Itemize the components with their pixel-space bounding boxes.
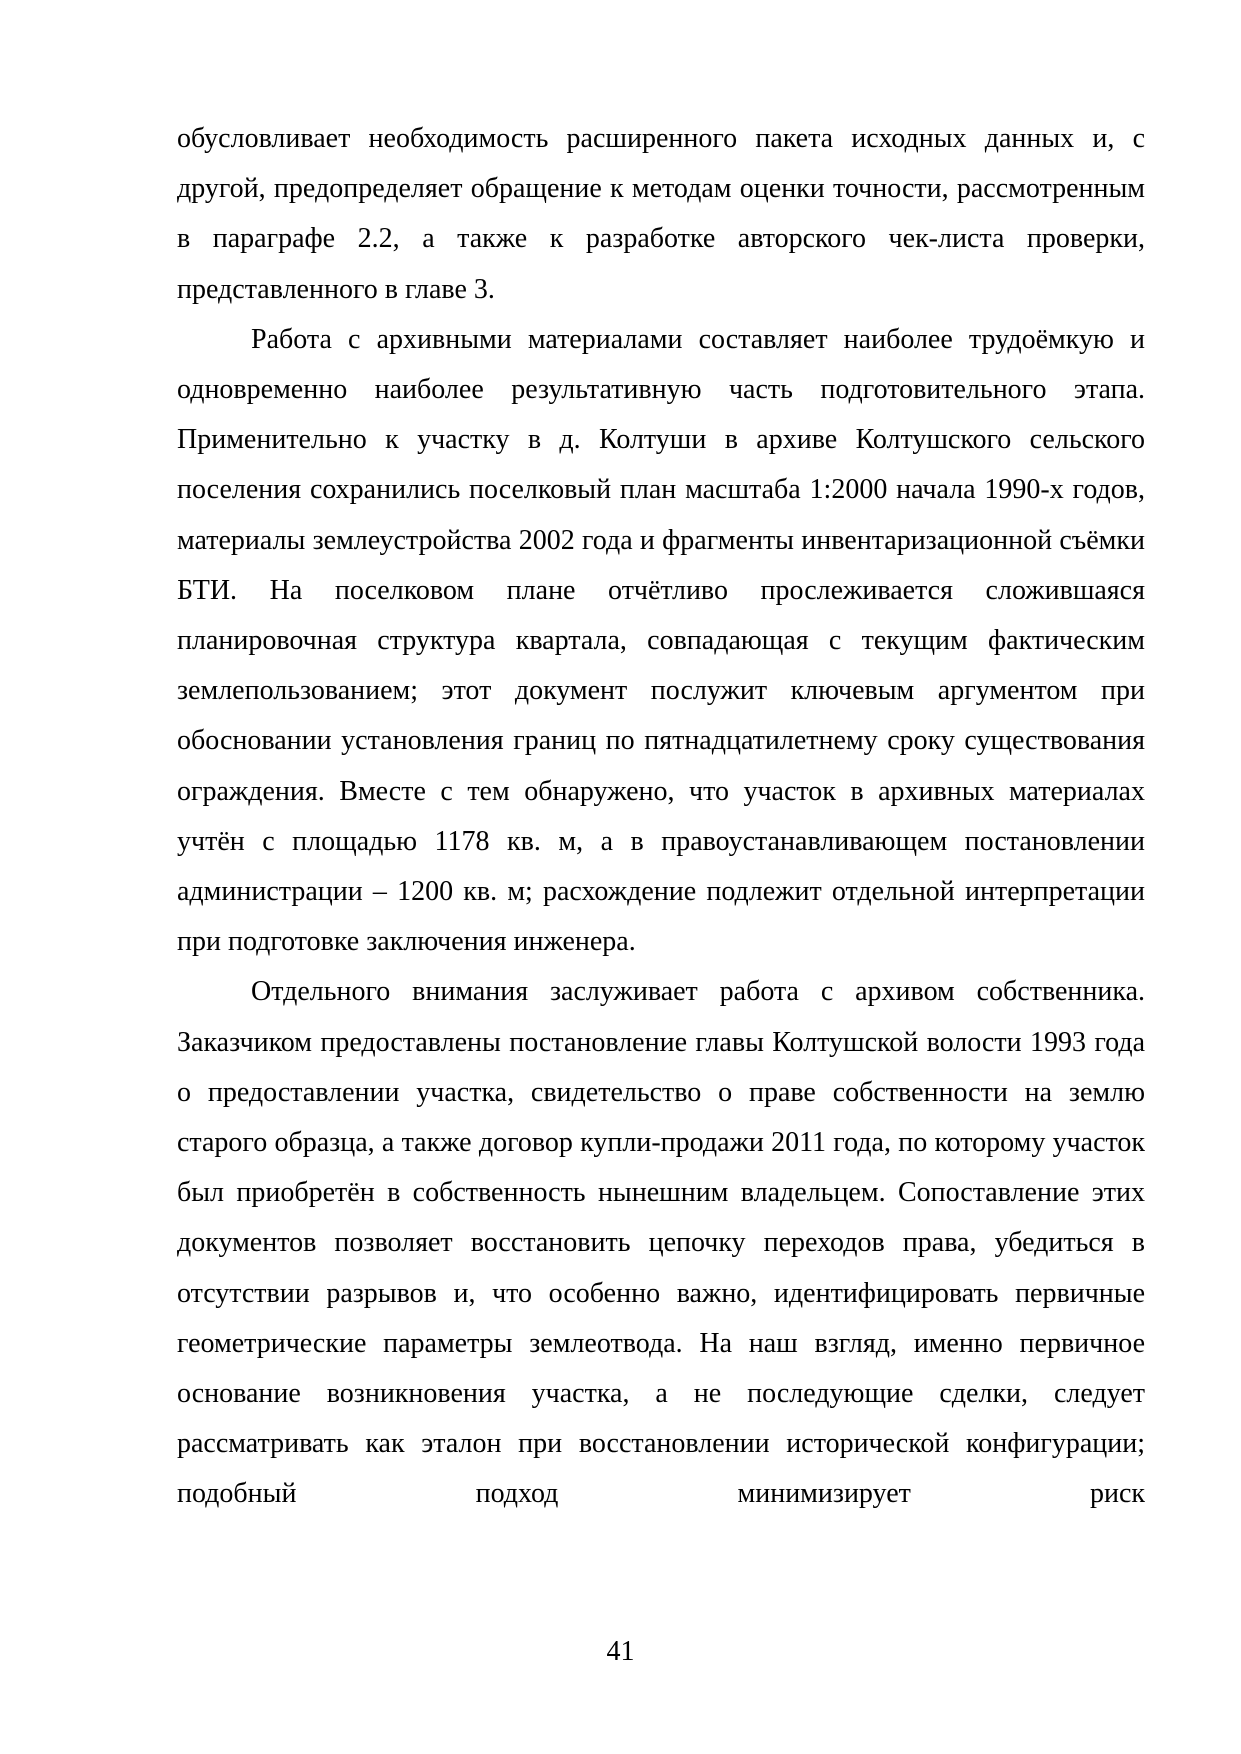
paragraph-continuation: обусловливает необходимость расширенного пакета исходных данных и, с другой, предопределяет обращение к методам оценки точности, рассмотренным в параграфе 2.2, а также к разработке авторского чек-листа проверки, представленного в главе 3. xyxy=(177,123,1145,305)
body-text xyxy=(177,114,1145,1520)
paragraph-owner-archive: Отдельного внимания заслуживает работа с архивом собственника. Заказчиком предоставлены постановление главы Колтушской волости 1993 года о предоставлении участка, свидетельство о праве собственности на землю старого образца, а также договор купли-продажи 2011 года, по которому участок был приобретён в собственность нынешним владельцем. Сопоставление этих документов позволяет восстановить цепочку переходов права, убедиться в отсутствии разрывов и, что особенно важно, идентифицировать первичные геометрические параметры землеотвода. На наш взгляд, именно первичное основание возникновения участка, а не последующие сделки, следует рассматривать как эталон при восстановлении исторической конфигурации; подобный подход минимизирует риск xyxy=(177,976,1145,1510)
page-number: 41 xyxy=(606,1636,635,1667)
paragraph-archive-materials: Работа с архивными материалами составляет наиболее трудоёмкую и одновременно наиболее результативную часть подготовительного этапа. Применительно к участку в д. Колтуши в архиве Колтушского сельского поселения сохранились поселковый план масштаба 1:2000 начала 1990-х годов, материалы землеустройства 2002 года и фрагменты инвентаризационной съёмки БТИ. На поселковом плане отчётливо прослеживается сложившаяся планировочная структура квартала, совпадающая с текущим фактическим землепользованием; этот документ послужит ключевым аргументом при обосновании установления границ по пятнадцатилетнему сроку существования ограждения. Вместе с тем обнаружено, что участок в архивных материалах учтён с площадью 1178 кв. м, а в правоустанавливающем постановлении администрации – 1200 кв. м; расхождение подлежит отдельной интерпретации при подготовке заключения инженера. xyxy=(177,323,1145,958)
